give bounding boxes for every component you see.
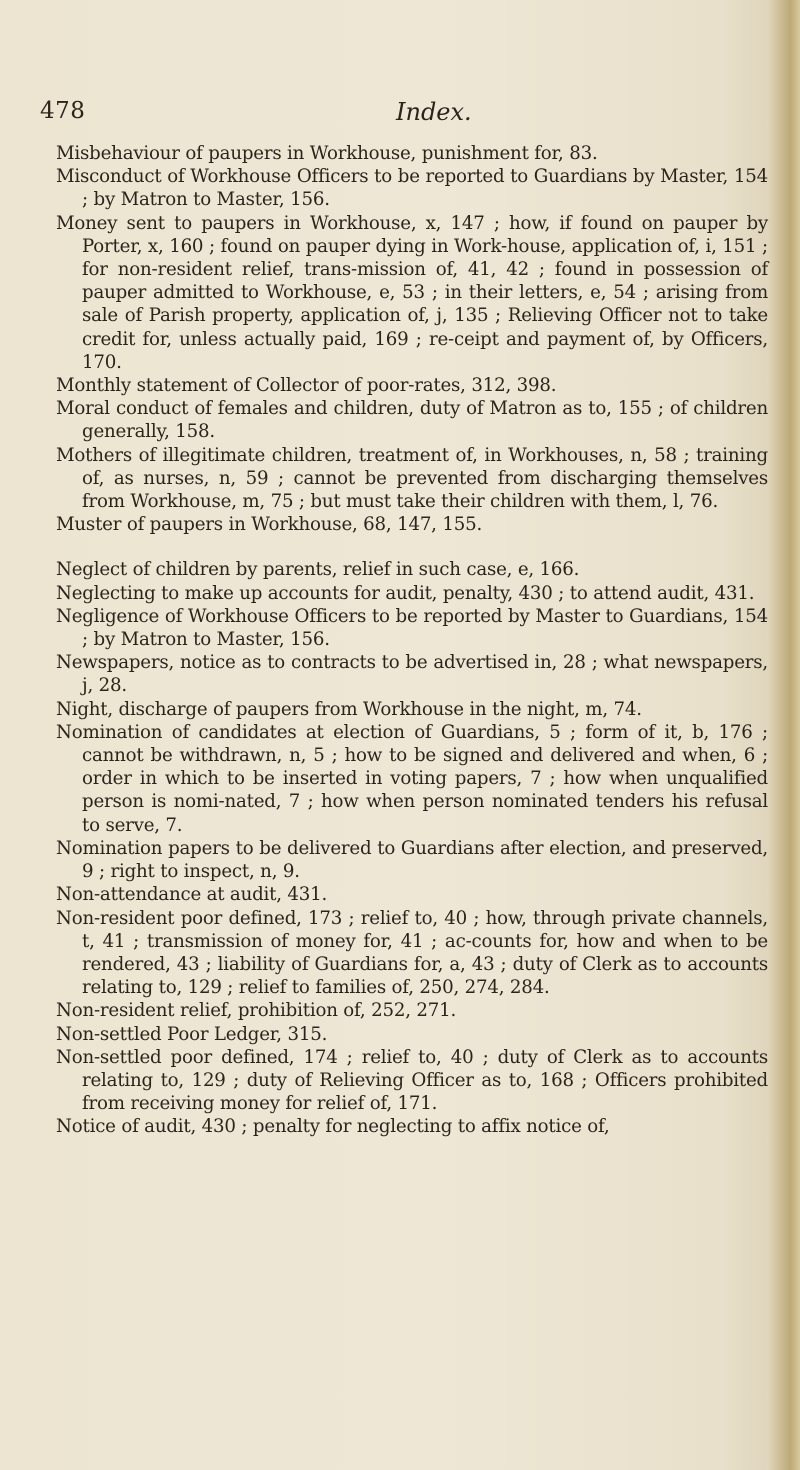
index-entry: Misbehaviour of paupers in Workhouse, punishment for, 83. [56, 143, 598, 164]
page-number: 478 [40, 98, 86, 124]
index-entry: Notice of audit, 430 ; penalty for neglecting to affix notice of, [56, 1116, 610, 1138]
index-entry: Moral conduct of females and children, duty of Matron as to, 155 ; of children generally, 158. [56, 398, 768, 443]
index-entry: Negligence of Workhouse Officers to be reported by Master to Guardians, 154 ; by Matron to Master, 156. [56, 605, 768, 651]
letter-section-gap [56, 536, 768, 558]
index-entry: Misconduct of Workhouse Officers to be reported to Guardians by Master, 154 ; by Matron to Master, 156. [56, 166, 768, 211]
index-entry: Neglecting to make up accounts for audit, penalty, 430 ; to attend audit, 431. [56, 582, 755, 604]
index-list [56, 142, 768, 1139]
index-entry: Nomination of candidates at election of Guardians, 5 ; form of it, b, 176 ; cannot be withdrawn, n, 5 ; how to be signed and delivered and when, 6 ; order in which to be inserted in voting papers, 7 ; how when unqualified person is nomi-nated, 7 ; how when person nominated tenders his refusal to serve, 7. [56, 721, 768, 836]
index-entry: Non-settled poor defined, 174 ; relief to, 40 ; duty of Clerk as to accounts relating to, 129 ; duty of Relieving Officer as to, 168 ; Officers prohibited from receiving money for relief of, 171. [56, 1046, 768, 1115]
index-entry: Mothers of illegitimate children, treatment of, in Workhouses, n, 58 ; training of, as nurses, n, 59 ; cannot be prevented from discharging themselves from Workhouse, m, 75 ; but must take their children with them, l, 76. [56, 444, 768, 513]
running-title: Index. [396, 98, 472, 126]
index-entry: Non-resident poor defined, 173 ; relief to, 40 ; how, through private channels, t, 41 ; transmission of money for, 41 ; ac-counts for, how and when to be rendered, 43 ; liability of Guardians for, a, 43 ; duty of Clerk as to accounts relating to, 129 ; relief to families of, 250, 274, 284. [56, 907, 768, 999]
index-entry: Night, discharge of paupers from Workhouse in the night, m, 74. [56, 698, 642, 720]
index-entry: Monthly statement of Collector of poor-rates, 312, 398. [56, 375, 557, 397]
index-entry: Newspapers, notice as to contracts to be advertised in, 28 ; what newspapers, j, 28. [56, 652, 768, 697]
index-entry: Nomination papers to be delivered to Guardians after election, and preserved, 9 ; right to inspect, n, 9. [56, 837, 768, 883]
index-entry: Non-resident relief, prohibition of, 252, 271. [56, 1000, 457, 1022]
index-entry: Non-attendance at audit, 431. [56, 884, 328, 906]
page-header [40, 98, 752, 128]
index-entry: Muster of paupers in Workhouse, 68, 147, 155. [56, 514, 483, 536]
index-entry: Money sent to paupers in Workhouse, x, 147 ; how, if found on pauper by Porter, x, 160 ; found on pauper dying in Work-house, application of, i, 151 ; for non-resident relief, trans-mission of, 41, 42 ; found in possession of pauper admitted to Workhouse, e, 53 ; in their letters, e, 54 ; arising from sale of Parish property, application of, j, 135 ; Relieving Officer not to take credit for, unless actually paid, 169 ; re-ceipt and payment of, by Officers, 170. [56, 212, 768, 373]
index-entry: Non-settled Poor Ledger, 315. [56, 1023, 328, 1045]
page-edge-shadow [768, 0, 800, 1470]
index-entry: Neglect of children by parents, relief in such case, e, 166. [56, 559, 580, 581]
